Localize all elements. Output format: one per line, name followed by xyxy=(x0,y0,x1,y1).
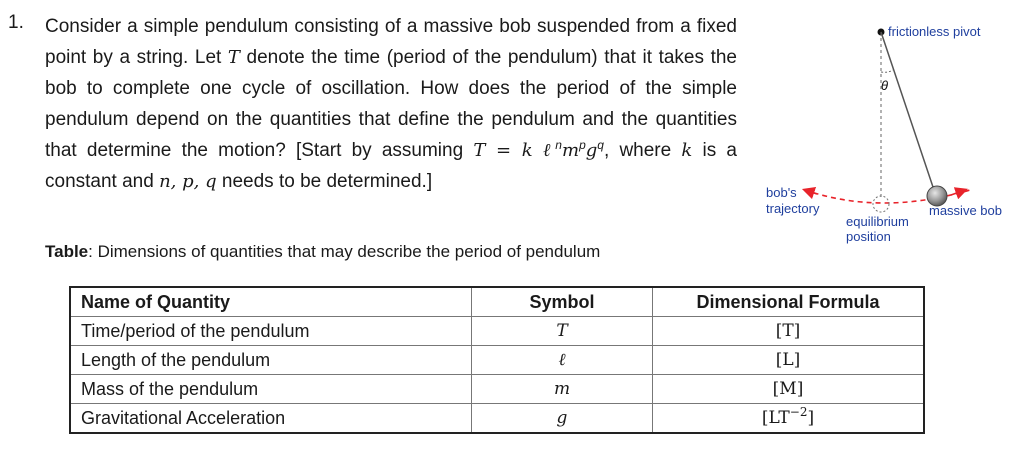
column-header: Symbol xyxy=(472,287,653,317)
power-law-formula: T = k $\ell^nm^pg^q$ xyxy=(473,138,604,161)
equilibrium-label-line-1: equilibrium xyxy=(846,214,909,229)
table-row xyxy=(70,404,924,434)
quantity-symbol: g xyxy=(472,404,653,434)
quantity-symbol: T xyxy=(472,317,653,346)
table-row xyxy=(70,375,924,404)
quantity-name: Time/period of the pendulum xyxy=(70,317,472,346)
dimensions-table xyxy=(69,286,925,434)
column-header: Name of Quantity xyxy=(70,287,472,317)
trajectory-label-line-2: trajectory xyxy=(766,201,820,216)
column-header: Dimensional Formula xyxy=(653,287,925,317)
table-row xyxy=(70,346,924,375)
period-symbol: T xyxy=(227,47,240,68)
angle-arc xyxy=(881,70,893,72)
dimensional-formula: [T] xyxy=(653,317,925,346)
trajectory-label-line-1: bob's xyxy=(766,185,797,200)
equilibrium-label-line-2: position xyxy=(846,229,891,244)
dimensional-formula: [L] xyxy=(653,346,925,375)
pivot-label: frictionless pivot xyxy=(888,24,981,39)
quantity-name: Gravitational Acceleration xyxy=(70,404,472,434)
table-caption: Table: Dimensions of quantities that may describe the period of pendulum xyxy=(45,242,601,261)
angle-theta-label: θ xyxy=(881,78,889,93)
quantity-symbol: m xyxy=(472,375,653,404)
quantity-name: Length of the pendulum xyxy=(70,346,472,375)
trajectory-arrow-left xyxy=(805,190,817,194)
trajectory-arrow-right xyxy=(951,190,965,195)
bob-label: massive bob xyxy=(929,203,1002,218)
quantity-name: Mass of the pendulum xyxy=(70,375,472,404)
pendulum-diagram xyxy=(755,10,1020,250)
equilibrium-position-marker xyxy=(873,196,889,212)
table-header-row xyxy=(70,287,924,317)
dimensional-formula: [M] xyxy=(653,375,925,404)
table-row xyxy=(70,317,924,346)
quantity-symbol: ℓ xyxy=(472,346,653,375)
dimensional-formula: $[LT^{-2}]$ xyxy=(653,404,925,434)
question-text: Consider a simple pendulum consisting of a massive bob suspended from a fixed point by a string. Let T denote the time (period of the pendulum) that it takes the bob to complete one cycle of oscillation. How does the period of the simple pendulum depend on the quantities that define the pendulum and the quantities that determine the motion? [Start by assuming T = k $\ell^nm^pg^q$, where k is a constant and n, p, q needs to be determined.] xyxy=(45,16,737,192)
pendulum-string xyxy=(881,32,935,193)
question-number: 1. xyxy=(8,12,24,33)
